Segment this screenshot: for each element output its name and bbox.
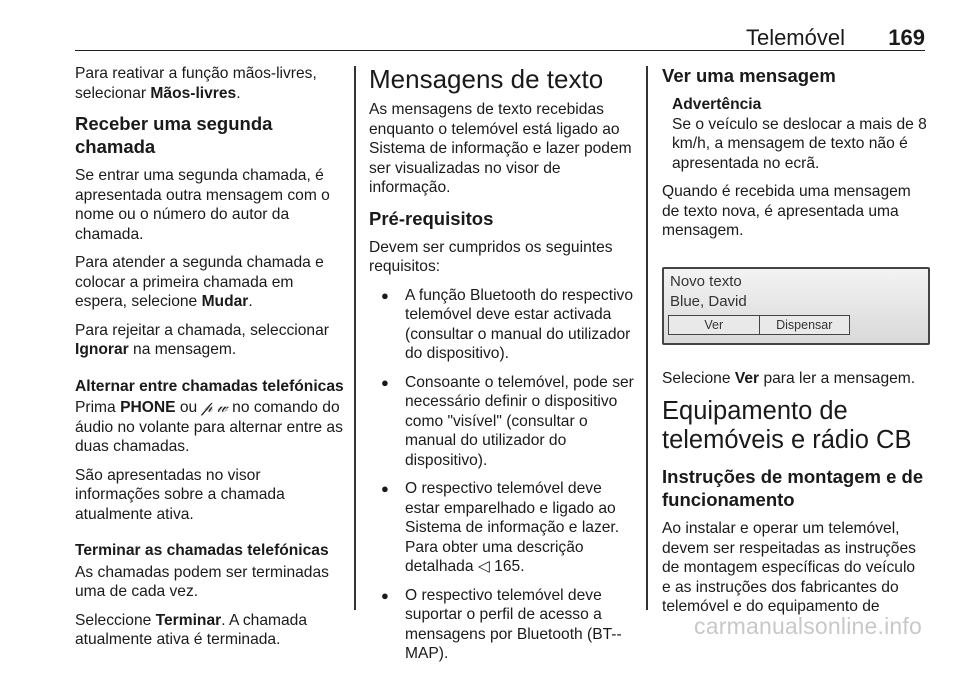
dismiss-button: Dispensar: [759, 316, 850, 334]
paragraph: As mensagens de texto recebidas enquanto o telemóvel está ligado ao Sistema de informação e lazer podem ser visualizadas no visor de informação.: [369, 101, 632, 196]
screen-button-bar: [668, 315, 850, 335]
heading-second-call: Receber uma segunda chamada: [75, 113, 273, 157]
requirements-list: [369, 286, 637, 664]
heading-toggle-calls: Alternar entre chamadas telefónicas: [75, 377, 344, 395]
column-1: [75, 64, 347, 659]
column-divider-1: [354, 66, 356, 610]
paragraph: São apresentadas no visor informações sobre a chamada atualmente ativa.: [75, 466, 285, 523]
warning-note: [662, 95, 928, 173]
warning-text: Se o veículo se deslocar a mais de 8 km/h, a mensagem de texto não é apresentada no ecrã.: [672, 115, 927, 172]
heading-view-message: Ver uma mensagem: [662, 65, 836, 86]
paragraph: Selecione Ver para ler a mensagem.: [662, 369, 916, 387]
screen-line-new-text: Novo texto: [670, 272, 742, 290]
view-button: Ver: [704, 317, 724, 332]
paragraph: As chamadas podem ser terminadas uma de cada vez.: [75, 563, 329, 600]
column-2: [369, 64, 637, 673]
paragraph: Devem ser cumpridos os seguintes requisitos:: [369, 238, 613, 275]
page-title: Telemóvel: [745, 25, 845, 50]
paragraph: Ao instalar e operar um telemóvel, devem ser respeitadas as instruções de montagem específicas do veículo e as instruções dos fabricantes do telemóvel e do equipamento de: [662, 520, 916, 615]
paragraph: Seleccione Terminar. A chamada atualmente ativa é terminada.: [75, 611, 308, 648]
heading-instructions: Instruções de montagem e de funcionamento: [662, 466, 924, 510]
heading-text-messages: Mensagens de texto: [369, 64, 604, 94]
screen-line-sender: Blue, David: [670, 292, 747, 310]
paragraph: Para reativar a função mãos-livres, selecionar Mãos-livres.: [75, 65, 317, 102]
paragraph: Para rejeitar a chamada, seleccionar Ignorar na mensagem.: [75, 321, 329, 358]
heading-equipment: Equipamento de telemóveis e rádio CB: [662, 397, 912, 454]
page-number: 169: [888, 25, 925, 50]
column-3: [662, 64, 928, 626]
heading-prerequisites: Pré-requisitos: [369, 207, 494, 229]
list-item: ● A função Bluetooth do respectivo telemóvel deve estar activada (consultar o manual do utilizador do dispositivo).: [369, 286, 637, 364]
page-header: [75, 0, 925, 51]
paragraph: Prima PHONE ou 𝓅 𝓌 no comando do áudio no volante para alternar entre as duas chamadas.: [75, 399, 343, 455]
heading-end-calls: Terminar as chamadas telefónicas: [75, 542, 329, 559]
watermark: carmanualsonline.info: [694, 613, 922, 639]
list-item: ● Consoante o telemóvel, pode ser necessário definir o dispositivo como "visível" (consultar o manual do utilizador do dispositivo).: [369, 373, 637, 471]
paragraph: Quando é recebida uma mensagem de texto nova, é apresentada uma mensagem.: [662, 183, 911, 239]
arrow-reference-icon: ◁: [477, 558, 490, 575]
list-item: ● O respectivo telemóvel deve estar emparelhado e ligado ao Sistema de informação e lazer. Para obter uma descrição detalhada ◁ 165.: [369, 479, 637, 577]
paragraph: Se entrar uma segunda chamada, é apresentada outra mensagem com o nome ou o número do autor da chamada.: [75, 167, 330, 243]
phone-icon: 𝓅 𝓌: [201, 399, 228, 416]
warning-title: Advertência: [672, 96, 762, 113]
display-screenshot: [662, 267, 930, 345]
column-divider-2: [646, 66, 648, 610]
paragraph: Para atender a segunda chamada e colocar a primeira chamada em espera, selecione Mudar.: [75, 254, 324, 310]
list-item: ● O respectivo telemóvel deve suportar o perfil de acesso a mensagens por Bluetooth (BT--MAP).: [369, 586, 637, 664]
